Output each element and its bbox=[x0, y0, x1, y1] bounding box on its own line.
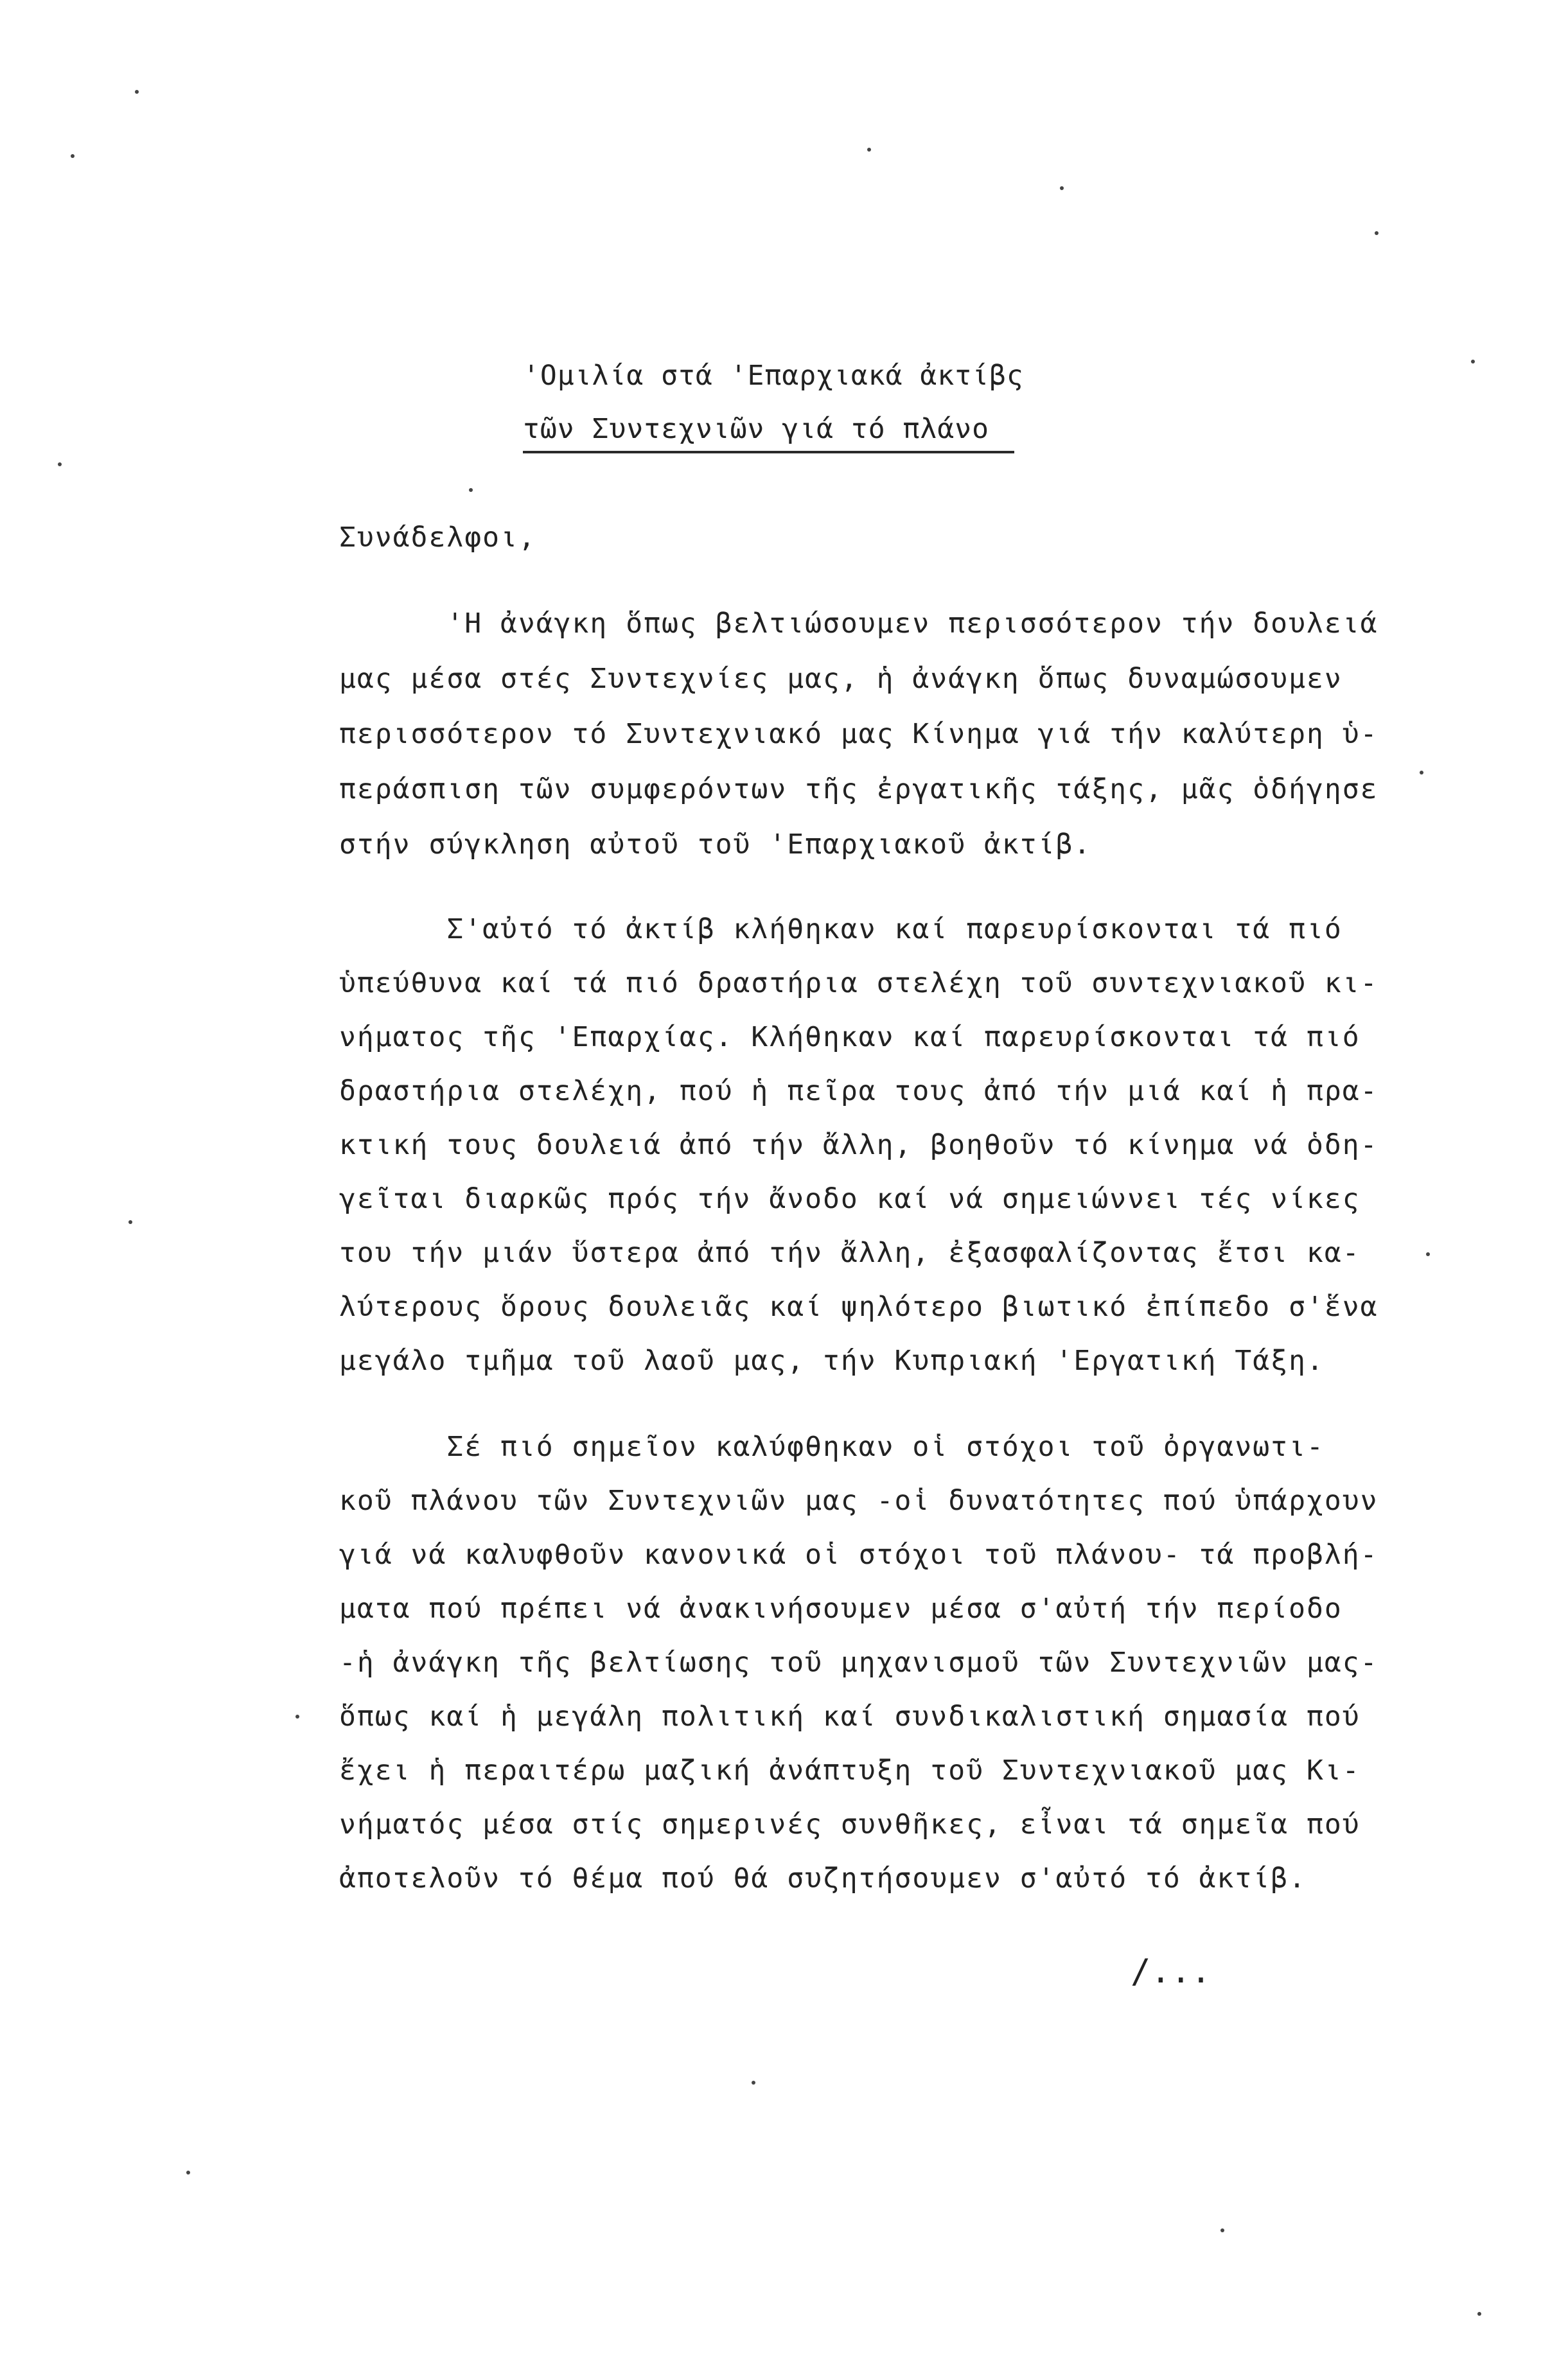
paragraph-2-line-6: γεῖται διαρκῶς πρός τήν ἄνοδο καί νά σημειώννει τές νίκες bbox=[339, 1183, 1361, 1215]
paragraph-2-line-2: ὑπεύθυνα καί τά πιό δραστήρια στελέχη τοῦ συντεχνιακοῦ κι- bbox=[339, 967, 1378, 999]
paragraph-3-line-4: ματα πού πρέπει νά ἀνακινήσουμεν μέσα σ'αὐτή τήν περίοδο bbox=[339, 1593, 1343, 1625]
paragraph-3-line-8: νήματός μέσα στίς σημερινές συνθῆκες, εἶναι τά σημεῖα πού bbox=[339, 1808, 1361, 1841]
paragraph-3-line-7: ἔχει ἡ περαιτέρω μαζική ἀνάπτυξη τοῦ Συντεχνιακοῦ μας Κι- bbox=[339, 1754, 1361, 1787]
paragraph-2-line-1: Σ'αὐτό τό ἀκτίβ κλήθηκαν καί παρευρίσκονται τά πιό bbox=[339, 913, 1343, 945]
paragraph-1-line-1: 'Η ἀνάγκη ὅπως βελτιώσουμεν περισσότερον τήν δουλειά bbox=[339, 608, 1378, 640]
page-title-line-2: τῶν Συντεχνιῶν γιά τό πλάνο bbox=[523, 413, 989, 445]
salutation: Συνάδελφοι, bbox=[339, 521, 536, 554]
scan-speck bbox=[1375, 231, 1378, 235]
paragraph-2-line-3: νήματος τῆς 'Επαρχίας. Κλήθηκαν καί παρευρίσκονται τά πιό bbox=[339, 1021, 1361, 1053]
scan-speck bbox=[1426, 1252, 1430, 1256]
paragraph-3-line-5: -ἡ ἀνάγκη τῆς βελτίωσης τοῦ μηχανισμοῦ τῶν Συντεχνιῶν μας- bbox=[339, 1647, 1378, 1679]
scan-speck bbox=[1477, 2312, 1481, 2316]
paragraph-1-line-3: περισσότερον τό Συντεχνιακό μας Κίνημα γιά τήν καλύτερη ὑ- bbox=[339, 718, 1378, 750]
paragraph-2-line-5: κτική τους δουλειά ἀπό τήν ἄλλη, βοηθοῦν τό κίνημα νά ὁδη- bbox=[339, 1129, 1378, 1161]
scan-speck bbox=[1060, 186, 1064, 190]
paragraph-1-line-5: στήν σύγκληση αὐτοῦ τοῦ 'Επαρχιακοῦ ἀκτίβ. bbox=[339, 828, 1092, 861]
paragraph-3-line-2: κοῦ πλάνου τῶν Συντεχνιῶν μας -οἱ δυνατότητες πού ὑπάρχουν bbox=[339, 1485, 1378, 1517]
paragraph-1-line-2: μας μέσα στές Συντεχνίες μας, ἡ ἀνάγκη ὅπως δυναμώσουμεν bbox=[339, 663, 1343, 695]
paragraph-2-line-4: δραστήρια στελέχη, πού ἡ πεῖρα τους ἀπό τήν μιά καί ἡ πρα- bbox=[339, 1075, 1378, 1107]
paragraph-3-line-6: ὅπως καί ἡ μεγάλη πολιτική καί συνδικαλιστική σημασία πού bbox=[339, 1701, 1361, 1733]
scan-speck bbox=[128, 1220, 132, 1224]
paragraph-2-line-9: μεγάλο τμῆμα τοῦ λαοῦ μας, τήν Κυπριακή 'Εργατική Τάξη. bbox=[339, 1345, 1325, 1377]
scan-speck bbox=[71, 154, 75, 158]
scan-speck bbox=[867, 148, 871, 152]
paragraph-3-line-1: Σέ πιό σημεῖον καλύφθηκαν οἱ στόχοι τοῦ ὀργανωτι- bbox=[339, 1431, 1325, 1463]
scan-speck bbox=[186, 2171, 190, 2174]
paragraph-3-line-3: γιά νά καλυφθοῦν κανονικά οἱ στόχοι τοῦ πλάνου- τά προβλή- bbox=[339, 1539, 1378, 1571]
continuation-mark: /... bbox=[1131, 1952, 1211, 1991]
scan-speck bbox=[1220, 2228, 1224, 2232]
scan-speck bbox=[135, 90, 139, 94]
title-underline bbox=[523, 451, 1014, 453]
paragraph-2-line-8: λύτερους ὅρους δουλειᾶς καί ψηλότερο βιωτικό ἐπίπεδο σ'ἕνα bbox=[339, 1291, 1378, 1323]
scan-speck bbox=[752, 2081, 755, 2085]
scan-speck bbox=[1471, 360, 1475, 363]
scan-speck bbox=[58, 462, 62, 466]
paragraph-3-line-9: ἀποτελοῦν τό θέμα πού θά συζητήσουμεν σ'αὐτό τό ἀκτίβ. bbox=[339, 1862, 1307, 1894]
scan-speck bbox=[295, 1715, 299, 1719]
paragraph-1-line-4: περάσπιση τῶν συμφερόντων τῆς ἐργατικῆς τάξης, μᾶς ὁδήγησε bbox=[339, 773, 1378, 805]
scan-speck bbox=[469, 488, 473, 492]
page-title-line-1: 'Ομιλία στά 'Επαρχιακά ἀκτίβς bbox=[523, 360, 1024, 392]
scan-speck bbox=[1420, 771, 1423, 774]
paragraph-2-line-7: του τήν μιάν ὕστερα ἀπό τήν ἄλλη, ἐξασφαλίζοντας ἔτσι κα- bbox=[339, 1237, 1361, 1269]
